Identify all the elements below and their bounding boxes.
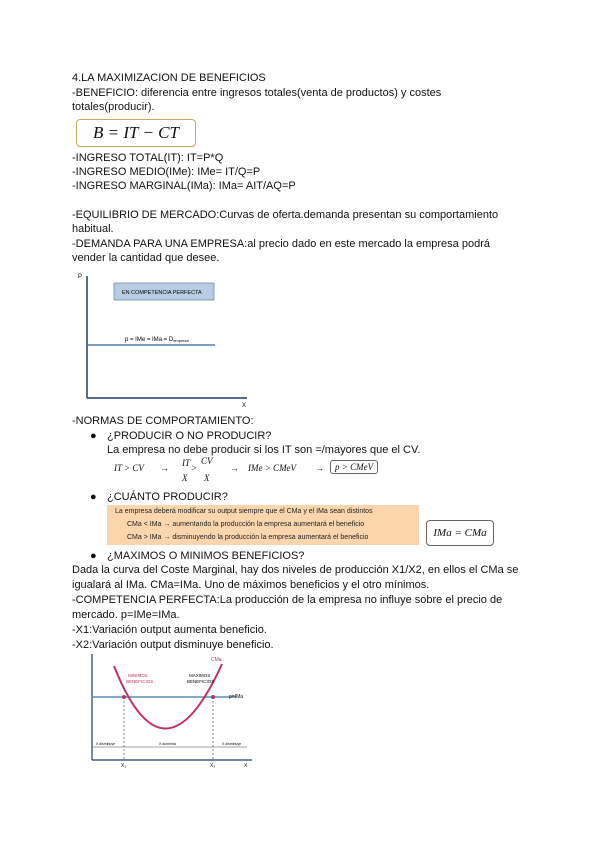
equilibrio-2: habitual.: [72, 223, 114, 235]
competition-label: EN COMPETENCIA PERFECTA: [122, 290, 202, 296]
competencia-2: mercado. p=IMe=IMa.: [72, 609, 180, 621]
cma-graph: [84, 652, 254, 770]
section-heading: 4.LA MAXIMIZACION DE BENEFICIOS: [72, 72, 266, 84]
demand-graph: [72, 268, 252, 410]
demand-line-label: p = IMe = IMa = Dempresa: [125, 337, 189, 343]
q2-title: ¿CUÁNTO PRODUCIR?: [107, 491, 228, 503]
min-label-2: BENEFICIOS: [126, 679, 154, 684]
price-line-label: p=IMa: [229, 694, 244, 700]
segment-1-label: X disminuye: [96, 742, 116, 746]
ima-equals-cma: IMa = CMa: [426, 520, 494, 546]
q3-title: ¿MAXIMOS O MINIMOS BENEFICIOS?: [107, 550, 305, 562]
q1-title: ¿PRODUCIR O NO PRODUCIR?: [107, 430, 272, 442]
x1-tick: X₁: [121, 763, 127, 769]
max-label-1: MAXIMOS: [189, 673, 211, 678]
equilibrio-1: -EQUILIBRIO DE MERCADO:Curvas de oferta.demanda presentan su comportamiento: [72, 209, 499, 221]
segment-3-label: X disminuye: [222, 742, 242, 746]
ingreso-medio: -INGRESO MEDIO(IMe): IMe= IT/Q=P: [72, 166, 261, 178]
x1-line: -X1:Variación output aumenta beneficio.: [72, 624, 267, 636]
normas-heading: -NORMAS DE COMPORTAMIENTO:: [72, 415, 254, 427]
rule-line-2: CMa < IMa → aumentando la producción la empresa aumentará el beneficio: [127, 521, 365, 528]
para1-line2: igualará al IMa. CMa=IMa. Uno de máximos beneficios y el otro mínimos.: [72, 579, 430, 591]
ingreso-marginal: -INGRESO MARGINAL(IMa): IMa= AIT/AQ=P: [72, 180, 296, 192]
bullet-icon: ●: [90, 430, 97, 442]
x-axis-label: X: [242, 403, 247, 409]
min-label-1: MINIMOS: [128, 673, 148, 678]
demanda-2: vender la cantidad que desee.: [72, 252, 220, 264]
ingreso-total: -INGRESO TOTAL(IT): IT=P*Q: [72, 152, 224, 164]
beneficio-definition-1: -BENEFICIO: diferencia entre ingresos totales(venta de productos) y costes: [72, 87, 442, 99]
rule-line-3: CMa > IMa → disminuyendo la producción la empresa aumentará el beneficio: [127, 534, 369, 541]
x2-line: -X2:Variación output disminuye beneficio.: [72, 639, 274, 651]
x2-tick: X₂: [210, 763, 216, 769]
demanda-1: -DEMANDA PARA UNA EMPRESA:al precio dado en este mercado la empresa podrá: [72, 238, 490, 250]
cma-label: CMa: [211, 657, 222, 663]
q1-text: La empresa no debe producir si los IT son =/mayores que el CV.: [107, 444, 421, 456]
competencia-1: -COMPETENCIA PERFECTA:La producción de la empresa no influye sobre el precio de: [72, 594, 503, 606]
x-tick: X: [244, 763, 248, 769]
quantity-rule-box: [107, 505, 419, 545]
beneficio-definition-2: totales(producir).: [72, 101, 155, 113]
rule-line-1: La empresa deberá modificar su output siempre que el CMa y el IMa sean distintos: [115, 508, 373, 515]
segment-2-label: X aumenta: [159, 742, 176, 746]
bullet-icon: ●: [90, 491, 97, 503]
y-axis-label: P: [78, 274, 83, 280]
q1-result-box: p > CMeV: [330, 460, 378, 474]
beneficio-formula: B = IT − CT: [76, 119, 196, 147]
bullet-icon: ●: [90, 550, 97, 562]
para1-line1: Dada la curva del Coste Marginal, hay dos niveles de producción X1/X2, en ellos el CMa se: [72, 564, 519, 576]
max-label-2: BENEFICIOS: [187, 679, 215, 684]
